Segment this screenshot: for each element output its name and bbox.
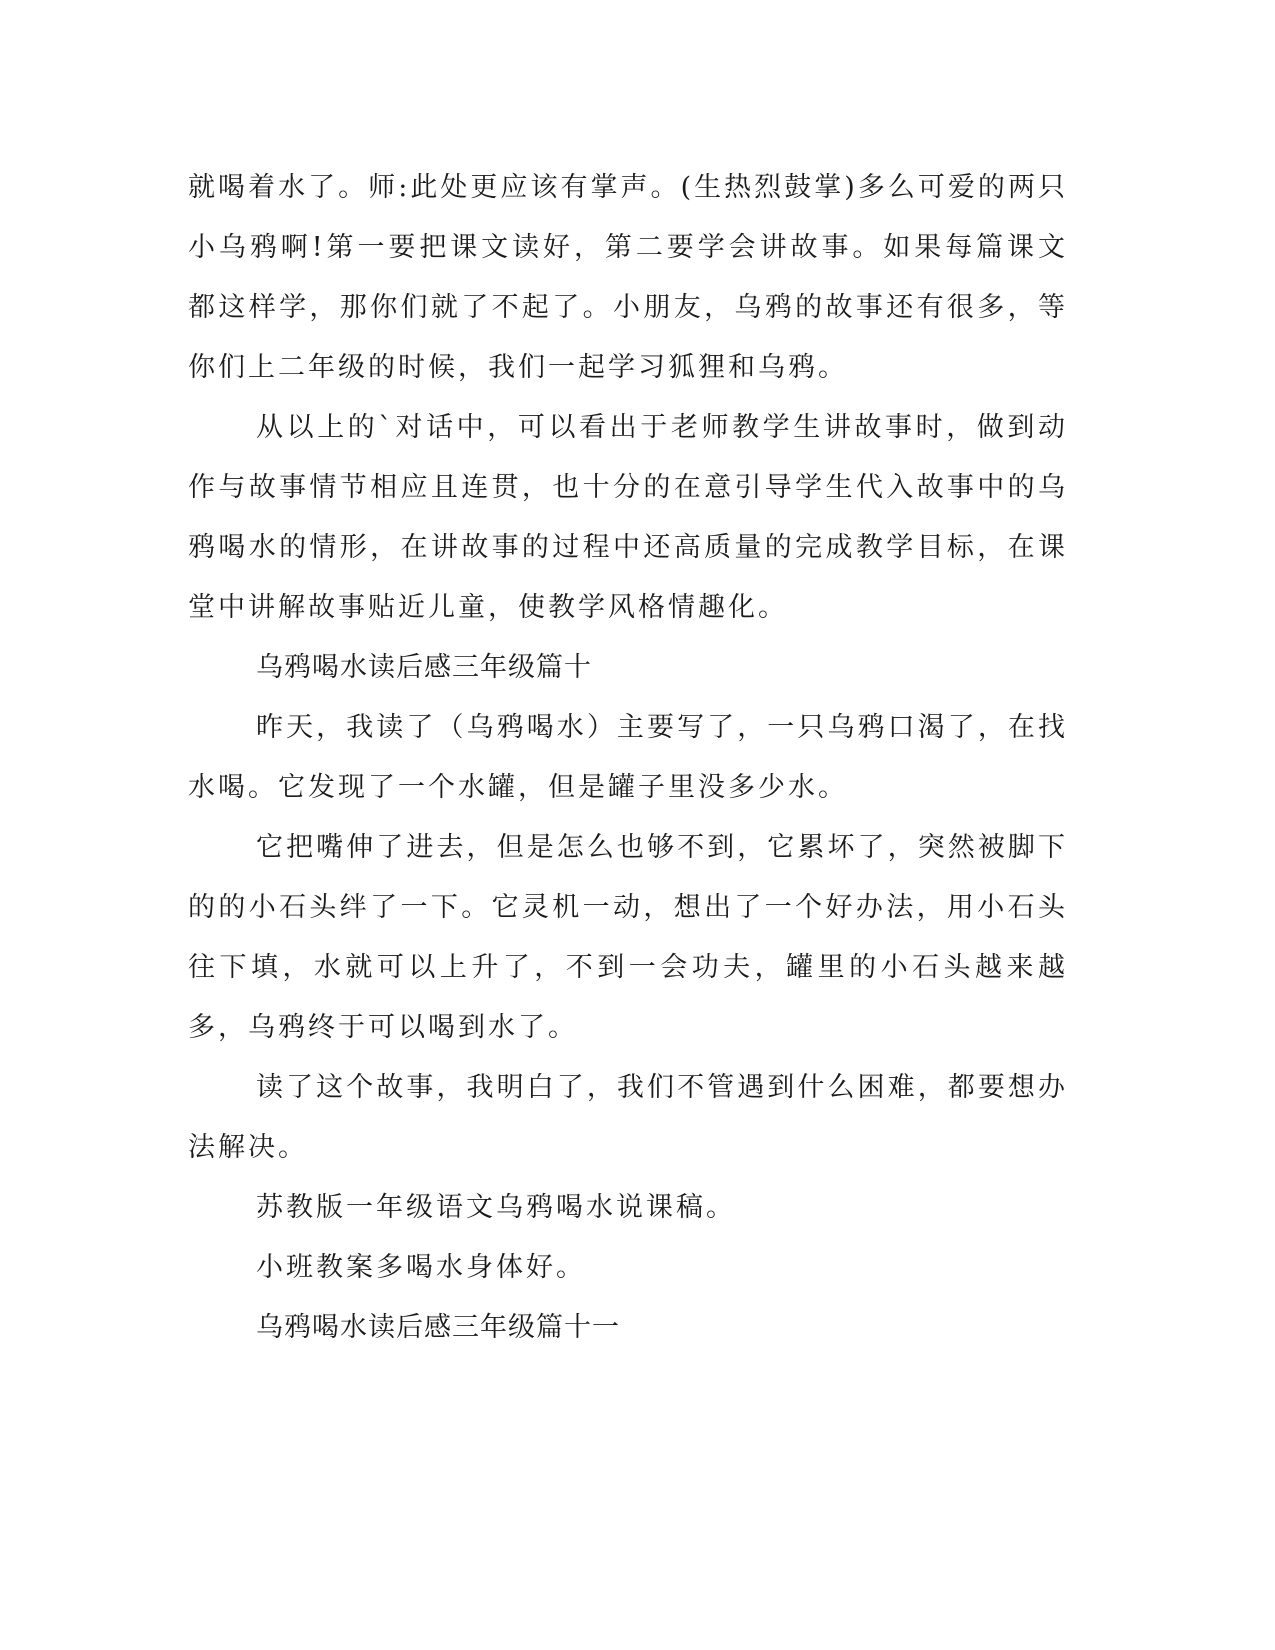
document-body — [188, 158, 1068, 1358]
paragraph-story-body: 它把嘴伸了进去，但是怎么也够不到，它累坏了，突然被脚下的的小石头绊了一下。它灵机一动，想出了一个好办法，用小石头往下填，水就可以上升了，不到一会功夫，罐里的小石头越来越多，乌鸦终于可以喝到水了。 — [188, 832, 1068, 1043]
paragraph-continuation: 就喝着水了。师:此处更应该有掌声。(生热烈鼓掌)多么可爱的两只小乌鸦啊!第一要把课文读好，第二要学会讲故事。如果每篇课文都这样学，那你们就了不起了。小朋友，乌鸦的故事还有很多，等你们上二年级的时候，我们一起学习狐狸和乌鸦。 — [188, 172, 1068, 383]
paragraph-analysis: 从以上的`对话中，可以看出于老师教学生讲故事时，做到动作与故事情节相应且连贯，也十分的在意引导学生代入故事中的乌鸦喝水的情形，在讲故事的过程中还高质量的完成教学目标，在课堂中讲解故事贴近儿童，使教学风格情趣化。 — [188, 412, 1068, 623]
paragraph-reflection: 读了这个故事，我明白了，我们不管遇到什么困难，都要想办法解决。 — [188, 1072, 1068, 1163]
paragraph-related-1: 苏教版一年级语文乌鸦喝水说课稿。 — [256, 1192, 736, 1223]
section-heading-11: 乌鸦喝水读后感三年级篇十一 — [256, 1312, 620, 1343]
section-heading-10: 乌鸦喝水读后感三年级篇十 — [256, 652, 592, 683]
paragraph-related-2: 小班教案多喝水身体好。 — [256, 1252, 586, 1283]
paragraph-story-intro: 昨天，我读了（乌鸦喝水）主要写了，一只乌鸦口渴了，在找水喝。它发现了一个水罐，但是罐子里没多少水。 — [188, 712, 1068, 803]
